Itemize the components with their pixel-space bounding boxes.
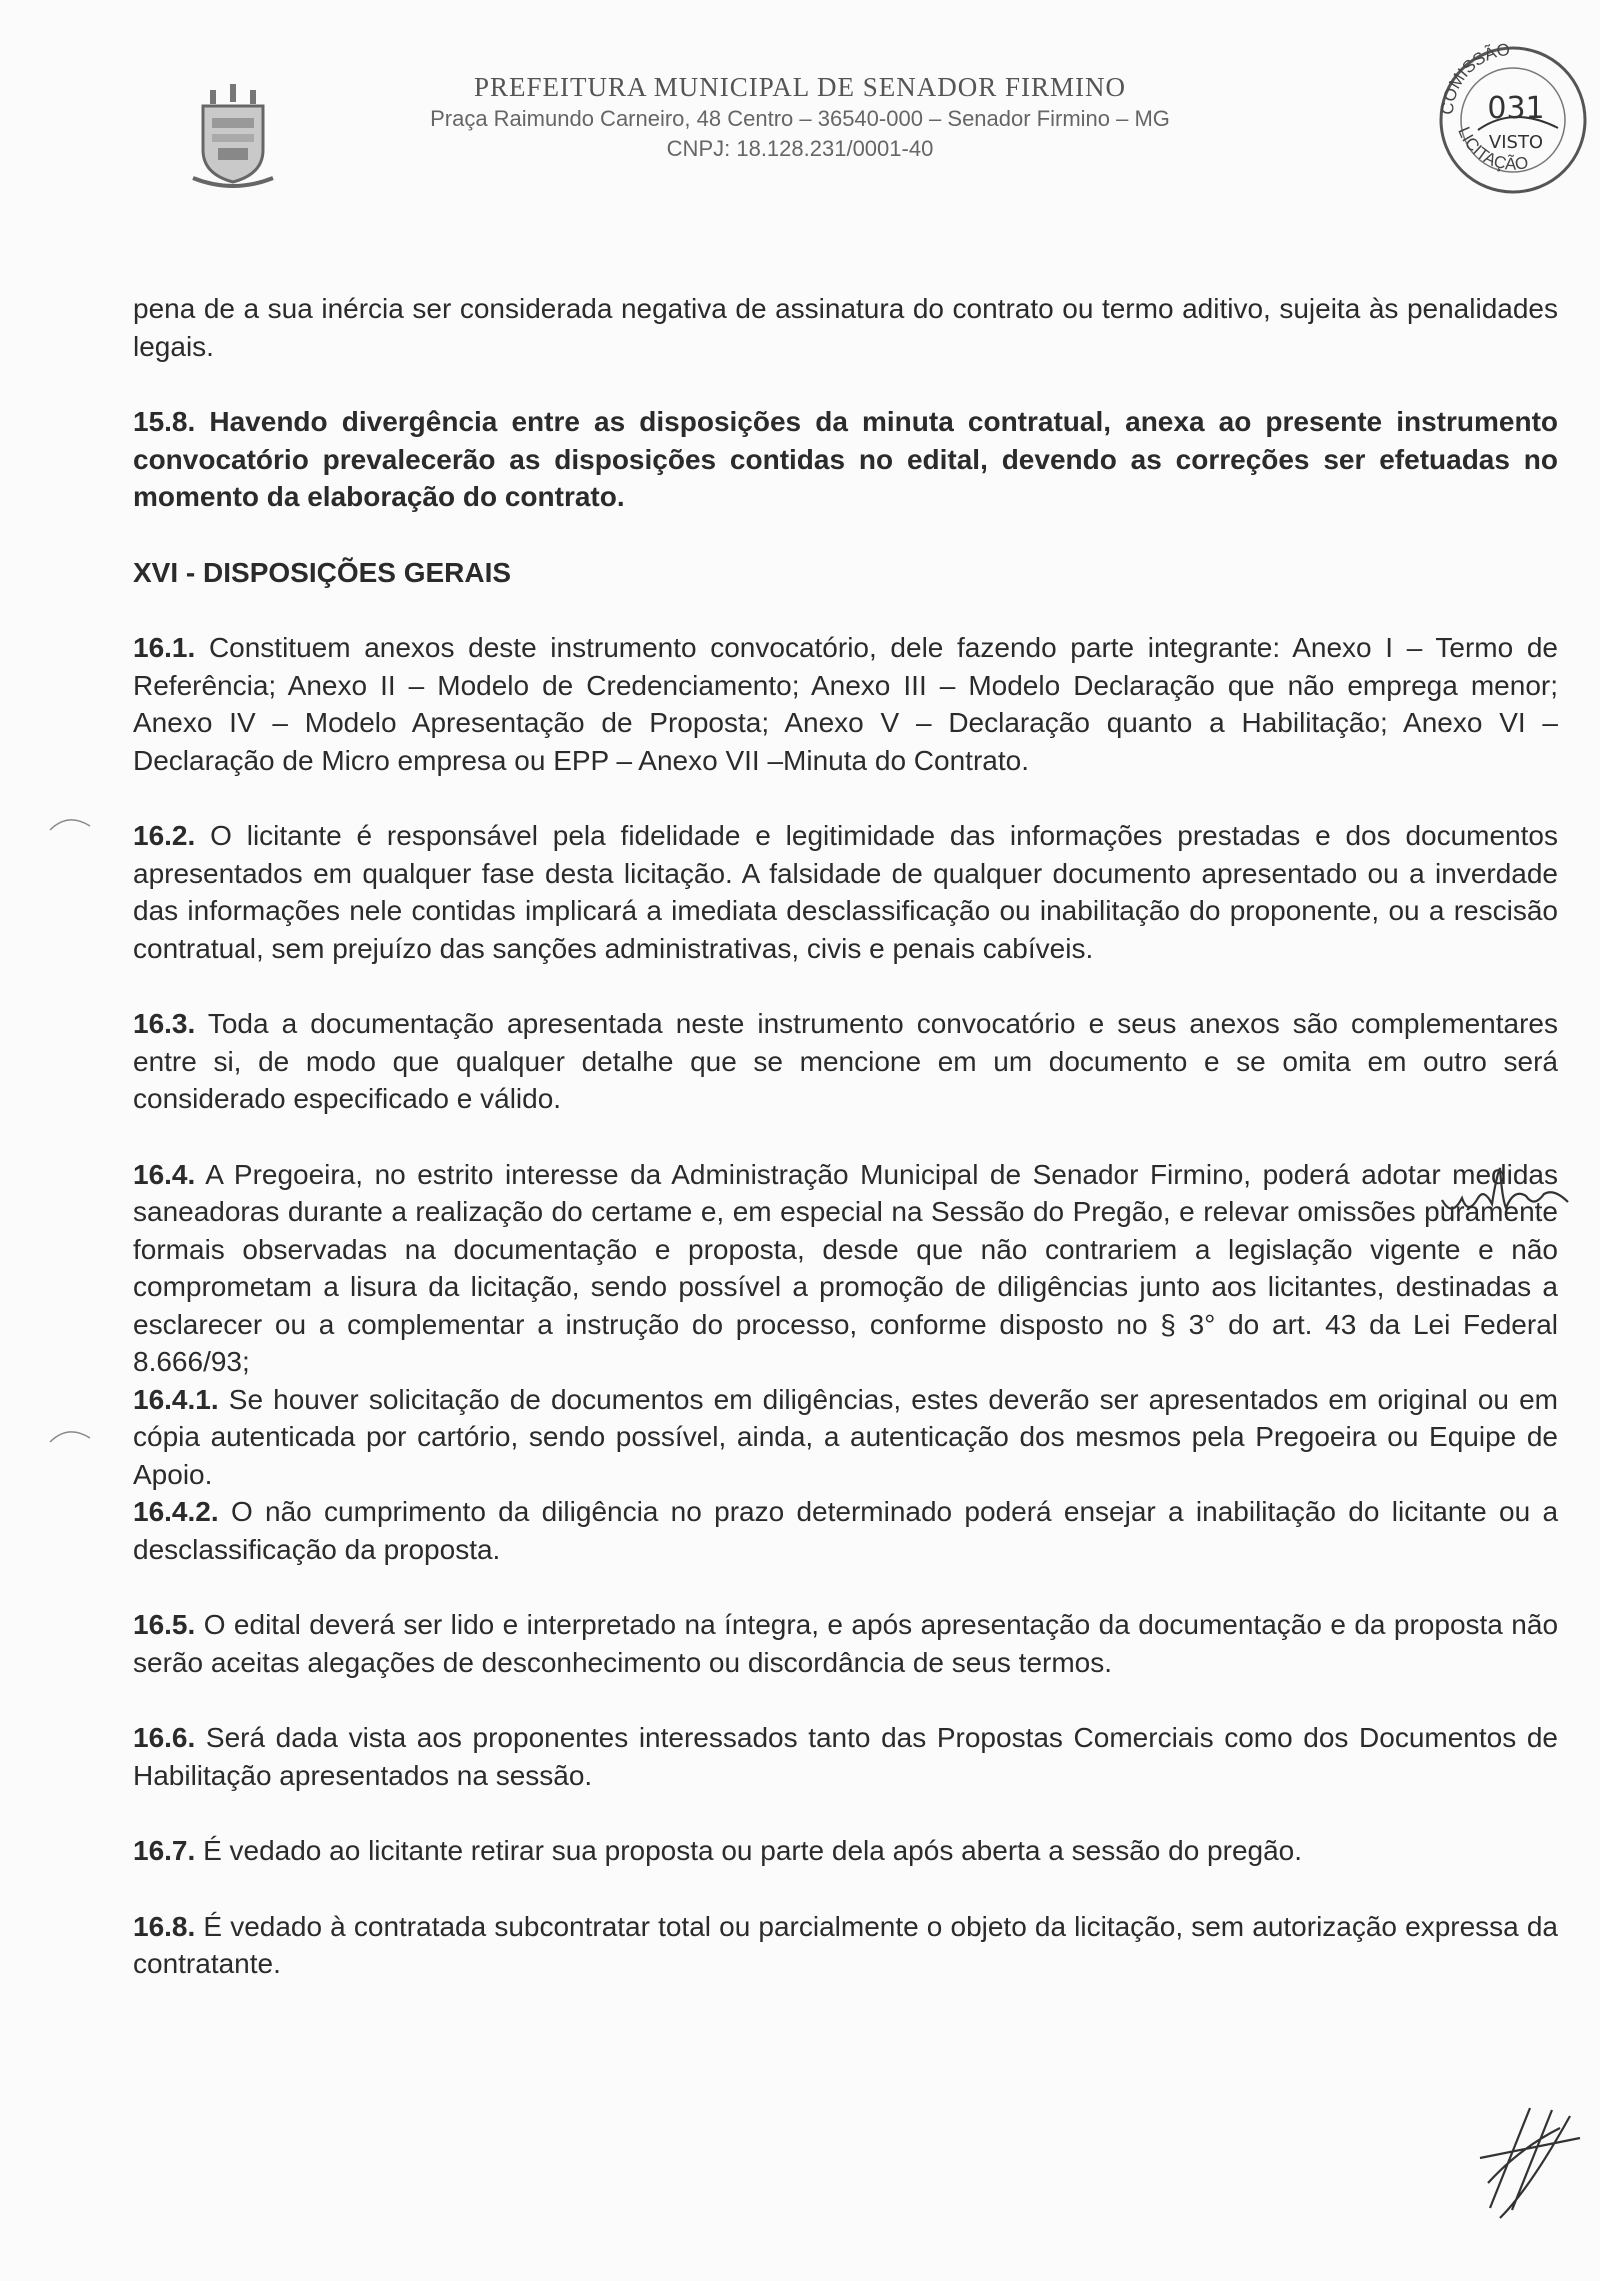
- clause-16-4: 16.4. A Pregoeira, no estrito interesse da Administração Municipal de Senador Firmino, poderá adotar medidas saneadoras durante a realização do certame e, em especial na Sessão do Pregão, e relevar omissões puramente formais observadas na documentação e proposta, desde que não contrariem a legislação vigente e não comprometam a lisura da licitação, sendo possível a promoção de diligências junto aos licitantes, destinadas a esclarecer ou a complementar a instrução do processo, conforme disposto no § 3° do art. 43 da Lei Federal 8.666/93;: [133, 1158, 1558, 1377]
- clause-16-2: 16.2. O licitante é responsável pela fidelidade e legitimidade das informações prestadas e dos documentos apresentados em qualquer fase desta licitação. A falsidade de qualquer documento apresentado ou a inverdade das informações nele contidas implicará a imediata desclassificação ou inabilitação do proponente, ou a rescisão contratual, sem prejuízo das sanções administrativas, civis e penais cabíveis.: [133, 820, 1558, 964]
- clause-15-8: 15.8. Havendo divergência entre as disposições da minuta contratual, anexa ao presente instrumento convocatório prevalecerão as disposições contidas no edital, devendo as correções ser efetuadas no momento da elaboração do contrato.: [133, 406, 1559, 512]
- stamp-bottom-text: LICITAÇÃO: [1454, 124, 1530, 174]
- rubric-signature: [1460, 2088, 1590, 2228]
- handwritten-initials: [1434, 1158, 1574, 1228]
- margin-mark: [46, 806, 96, 836]
- margin-mark: [46, 1418, 96, 1448]
- clause-16-5: 16.5. O edital deverá ser lido e interpretado na íntegra, e após apresentação da documentação e da proposta não serão aceitas alegações de desconhecimento ou discordância de seus termos.: [133, 1609, 1559, 1678]
- clause-16-4-2: 16.4.2. O não cumprimento da diligência no prazo determinado poderá ensejar a inabilitação do licitante ou a desclassificação da proposta.: [133, 1496, 1559, 1565]
- section-heading: XVI - DISPOSIÇÕES GERAIS: [133, 556, 512, 588]
- letterhead-address: Praça Raimundo Carneiro, 48 Centro – 36540-000 – Senador Firmino – MG: [430, 106, 1170, 131]
- letterhead-title: PREFEITURA MUNICIPAL DE SENADOR FIRMINO: [473, 72, 1127, 102]
- document-body: [133, 290, 1558, 1983]
- commission-stamp: [1428, 20, 1598, 210]
- clause-16-6: 16.6. Será dada vista aos proponentes interessados tanto das Propostas Comerciais como dos Documentos de Habilitação apresentados na sessão.: [133, 1722, 1558, 1791]
- letterhead: [0, 70, 1600, 164]
- clause-16-8: 16.8. É vedado à contratada subcontratar total ou parcialmente o objeto da licitação, sem autorização expressa da contratante.: [133, 1910, 1559, 1979]
- clause-16-7: 16.7. É vedado ao licitante retirar sua proposta ou parte dela após aberta a sessão do pregão.: [133, 1835, 1303, 1866]
- stamp-top-text: COMISSÃO: [1437, 39, 1512, 116]
- letterhead-cnpj: CNPJ: 18.128.231/0001-40: [666, 136, 934, 161]
- stamp-number: 031: [1487, 91, 1545, 126]
- clause-16-4-1: 16.4.1. Se houver solicitação de documentos em diligências, estes deverão ser apresentados em original ou em cópia autenticada por cartório, sendo possível, ainda, a autenticação dos mesmos pela Pregoeira ou Equipe de Apoio.: [133, 1383, 1558, 1490]
- stamp-visto: VISTO: [1488, 132, 1544, 153]
- clause-16-1: 16.1. Constituem anexos deste instrumento convocatório, dele fazendo parte integrante: Anexo I – Termo de Referência; Anexo II – Modelo de Credenciamento; Anexo III – Modelo Declaração que não emprega menor; Anexo IV – Modelo Apresentação de Proposta; Anexo V – Declaração quanto a Habilitação; Anexo VI – Declaração de Micro empresa ou EPP – Anexo VII –Minuta do Contrato.: [133, 632, 1558, 776]
- clause-16-3: 16.3. Toda a documentação apresentada neste instrumento convocatório e seus anexos são complementares entre si, de modo que qualquer detalhe que se mencione em um documento e se omita em outro será considerado especificado e válido.: [133, 1008, 1558, 1114]
- paragraph-continuation: pena de a sua inércia ser considerada negativa de assinatura do contrato ou termo aditivo, sujeita às penalidades legais.: [133, 293, 1558, 362]
